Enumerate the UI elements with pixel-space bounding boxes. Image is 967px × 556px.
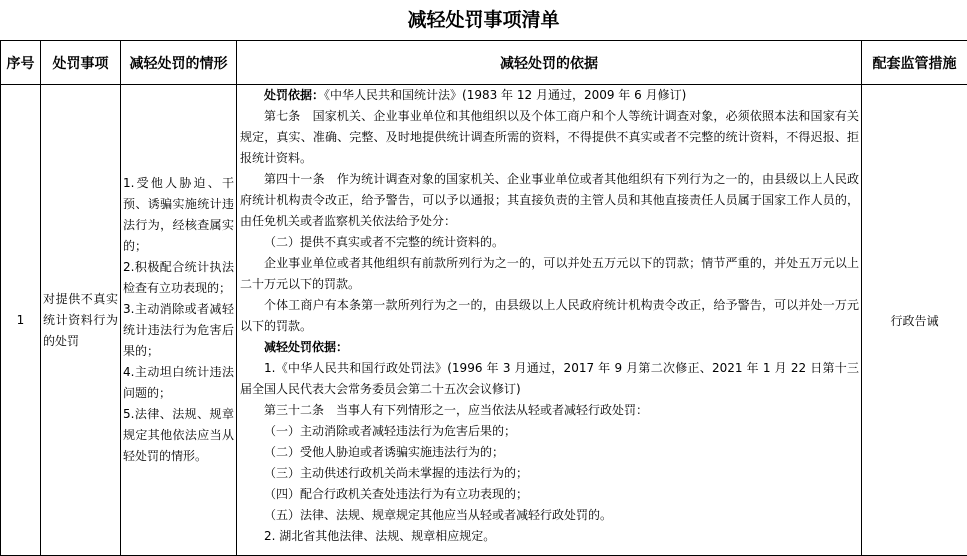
- situation-item: 2.积极配合统计执法检查有立功表现的；: [123, 257, 234, 299]
- basis-paragraph: 企业事业单位或者其他组织有前款所列行为之一的，可以并处五万元以下的罚款；情节严重的，并处五万元以上二十万元以下的罚款。: [240, 253, 859, 295]
- basis-paragraph: （五）法律、法规、规章规定其他应当从轻或者减轻行政处罚的。: [240, 505, 859, 526]
- penalty-table: [0, 40, 967, 556]
- table-row: [1, 85, 967, 556]
- situation-item: 1.受他人胁迫、干预、诱骗实施统计违法行为，经核查属实的；: [123, 173, 234, 257]
- basis-paragraph: （三）主动供述行政机关尚未掌握的违法行为的；: [240, 463, 859, 484]
- basis-paragraph: 第四十一条 作为统计调查对象的国家机关、企业事业单位或者其他组织有下列行为之一的，由县级以上人民政府统计机构责令改正，给予警告，可以予以通报；其直接负责的主管人员和其他直接责任人员属于国家工作人员的，由任免机关或者监察机关依法给予处分：: [240, 169, 859, 232]
- header-row: [1, 41, 967, 85]
- basis-paragraph: 第三十二条 当事人有下列情形之一，应当依法从轻或者减轻行政处罚：: [240, 400, 859, 421]
- cell-seq: 1: [1, 85, 41, 556]
- header-situation: 减轻处罚的情形: [121, 41, 237, 85]
- situation-item: 4.主动坦白统计违法问题的；: [123, 362, 234, 404]
- header-item: 处罚事项: [41, 41, 121, 85]
- basis-paragraph: 1.《中华人民共和国行政处罚法》(1996 年 3 月通过，2017 年 9 月第二次修正、2021 年 1 月 22 日第十三届全国人民代表大会常务委员会第二十五次会议修订): [240, 358, 859, 400]
- page-title: 减轻处罚事项清单: [0, 0, 967, 40]
- header-measures: 配套监管措施: [862, 41, 967, 85]
- basis-paragraph: （四）配合行政机关查处违法行为有立功表现的；: [240, 484, 859, 505]
- basis-paragraph: [240, 337, 859, 358]
- basis-label: 处罚依据：: [264, 88, 324, 102]
- basis-label: 减轻处罚依据：: [264, 340, 348, 354]
- basis-paragraph: 2. 湖北省其他法律、法规、规章相应规定。: [240, 526, 859, 547]
- basis-paragraph: （一）主动消除或者减轻违法行为危害后果的；: [240, 421, 859, 442]
- basis-paragraph: （二）提供不真实或者不完整的统计资料的。: [240, 232, 859, 253]
- cell-situations: [121, 85, 237, 556]
- basis-paragraph: 第七条 国家机关、企业事业单位和其他组织以及个体工商户和个人等统计调查对象，必须依照本法和国家有关规定，真实、准确、完整、及时地提供统计调查所需的资料，不得提供不真实或者不完整的统计资料，不得迟报、拒报统计资料。: [240, 106, 859, 169]
- cell-item: 对提供不真实统计资料行为的处罚: [41, 85, 121, 556]
- basis-paragraph: 处罚依据：《中华人民共和国统计法》(1983 年 12 月通过，2009 年 6 月修订): [240, 85, 859, 106]
- header-basis: 减轻处罚的依据: [237, 41, 862, 85]
- situation-item: 3.主动消除或者减轻统计违法行为危害后果的；: [123, 299, 234, 362]
- basis-paragraph: （二）受他人胁迫或者诱骗实施违法行为的；: [240, 442, 859, 463]
- basis-paragraph: 个体工商户有本条第一款所列行为之一的，由县级以上人民政府统计机构责令改正，给予警告，可以并处一万元以下的罚款。: [240, 295, 859, 337]
- cell-basis: [237, 85, 862, 556]
- situation-item: 5.法律、法规、规章规定其他依法应当从轻处罚的情形。: [123, 404, 234, 467]
- cell-measures: 行政告诫: [862, 85, 967, 556]
- header-seq: 序号: [1, 41, 41, 85]
